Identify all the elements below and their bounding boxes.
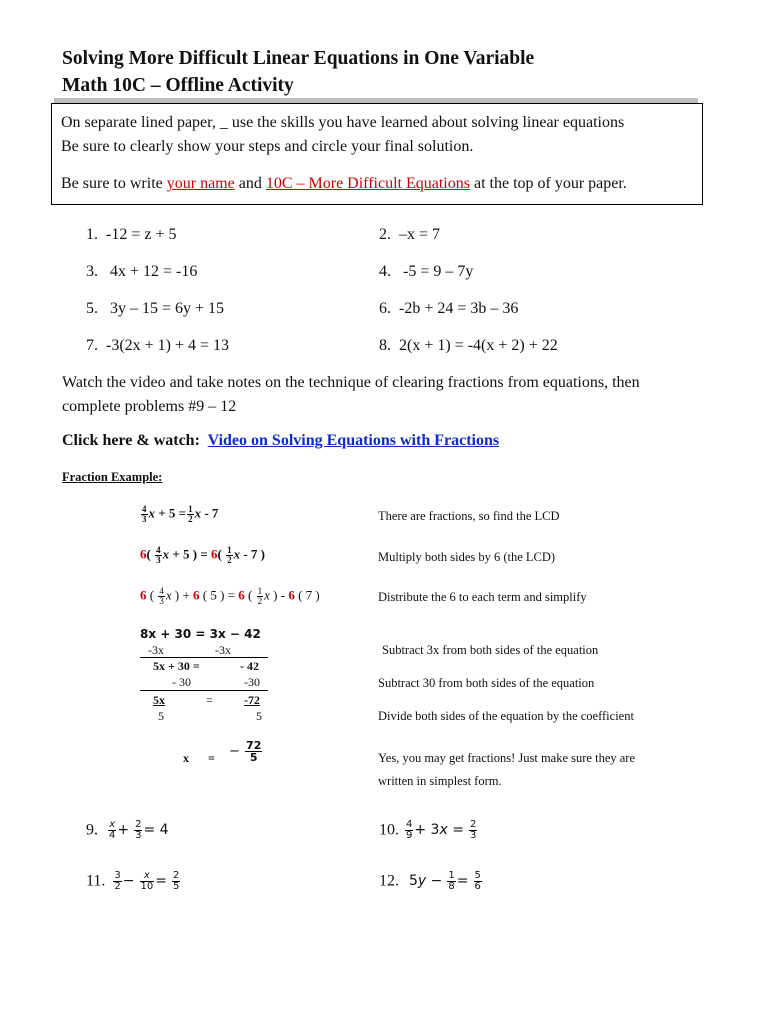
work-subtract-2-left: - 30 bbox=[172, 675, 191, 689]
problem-8: 8. 2(x + 1) = -4(x + 2) + 22 bbox=[379, 337, 558, 354]
instruction-line-3 bbox=[61, 175, 627, 193]
video-note-line-2: complete problems #9 – 12 bbox=[62, 398, 237, 415]
your-name-text: your name bbox=[166, 175, 235, 192]
video-note-line-1: Watch the video and take notes on the technique of clearing fractions from equations, then bbox=[62, 374, 640, 391]
explanation-2: Multiply both sides by 6 (the LCD) bbox=[378, 550, 556, 564]
final-answer: − $\frac{72}{5}$ bbox=[229, 739, 262, 764]
page-subtitle: Math 10C – Offline Activity bbox=[62, 75, 294, 96]
work-row-3-left: 5x + 30 = bbox=[153, 659, 200, 673]
fraction-example-heading: Fraction Example: bbox=[62, 470, 163, 484]
example-eq-3: 6 ( $\frac{4}{3}$ x ) + 6 ( 5 ) = 6 ( $\frac{1}{2}$ x ) - 6 ( 7 ) bbox=[140, 586, 320, 606]
work-rule-2 bbox=[140, 690, 268, 691]
final-x: x bbox=[183, 751, 189, 765]
problem-3: 3. 4x + 12 = -16 bbox=[86, 263, 198, 280]
problem-4: 4. -5 = 9 – 7y bbox=[379, 263, 474, 280]
instruction-line-1: On separate lined paper, _ use the skills you have learned about solving linear equations bbox=[61, 114, 625, 131]
paper-title-text: 10C – More Difficult Equations bbox=[265, 175, 470, 192]
example-eq-2: 6( $\frac{4}{3}$ x + 5 ) = 6( $\frac{1}{2}$ x - 7 ) bbox=[140, 545, 266, 565]
instruction-line-2: Be sure to clearly show your steps and circle your final solution. bbox=[61, 138, 474, 155]
problem-7: 7. -3(2x + 1) + 4 = 13 bbox=[86, 337, 230, 354]
problem-6: 6. -2b + 24 = 3b – 36 bbox=[379, 300, 519, 317]
explanation-3: Distribute the 6 to each term and simplify bbox=[378, 590, 587, 604]
video-link-prefix: Click here & watch: bbox=[62, 432, 200, 449]
work-den-right: 5 bbox=[256, 709, 262, 723]
work-subtract-2-right: -30 bbox=[244, 675, 260, 689]
instruction-box bbox=[51, 103, 703, 205]
explanation-4: Subtract 3x from both sides of the equation bbox=[382, 643, 599, 657]
video-link-row bbox=[62, 432, 499, 450]
problem-2: 2. –x = 7 bbox=[379, 226, 441, 243]
problem-1: 1. -12 = z + 5 bbox=[86, 226, 177, 243]
final-equals: = bbox=[208, 751, 215, 765]
problem-10: 10. $\frac{4}{9}$ + 3x = $\frac{2}{3}$ bbox=[379, 819, 477, 841]
work-row-5-eq: = bbox=[206, 693, 213, 707]
work-subtract-left: -3x bbox=[148, 643, 164, 657]
work-den-left: 5 bbox=[158, 709, 164, 723]
work-row-5-right: -72 bbox=[244, 693, 260, 707]
explanation-8: written in simplest form. bbox=[378, 774, 502, 788]
explanation-6: Divide both sides of the equation by the coefficient bbox=[378, 709, 634, 723]
explanation-1: There are fractions, so find the LCD bbox=[378, 509, 560, 523]
instruction-text: at the top of your paper. bbox=[469, 175, 627, 192]
video-link[interactable]: Video on Solving Equations with Fractions bbox=[207, 432, 500, 449]
problem-9: 9. $\frac{x}{4}$ + $\frac{2}{3}$ = 4 bbox=[86, 819, 169, 841]
problem-5: 5. 3y – 15 = 6y + 15 bbox=[86, 300, 225, 317]
work-subtract-right: -3x bbox=[215, 643, 231, 657]
page-title: Solving More Difficult Linear Equations in One Variable bbox=[62, 48, 535, 69]
explanation-7: Yes, you may get fractions! Just make sure they are bbox=[378, 751, 636, 765]
instruction-text: and bbox=[234, 175, 266, 192]
explanation-5: Subtract 30 from both sides of the equation bbox=[378, 676, 595, 690]
example-eq-4: 8x + 30 = 3x − 42 bbox=[140, 627, 261, 641]
problem-12: 12. 5y − $\frac{1}{8}$ = $\frac{5}{6}$ bbox=[379, 870, 481, 892]
problem-11: 11. $\frac{3}{2}$ − $\frac{x}{10}$ = $\frac{2}{5}$ bbox=[86, 870, 180, 892]
work-row-5-left: 5x bbox=[153, 693, 165, 707]
example-eq-1: $\frac{4}{3}$ x + 5 = $\frac{1}{2}$ x - 7 bbox=[142, 504, 219, 524]
instruction-text: Be sure to write bbox=[61, 175, 167, 192]
work-rule-1 bbox=[140, 657, 268, 658]
work-row-3-right: - 42 bbox=[240, 659, 259, 673]
